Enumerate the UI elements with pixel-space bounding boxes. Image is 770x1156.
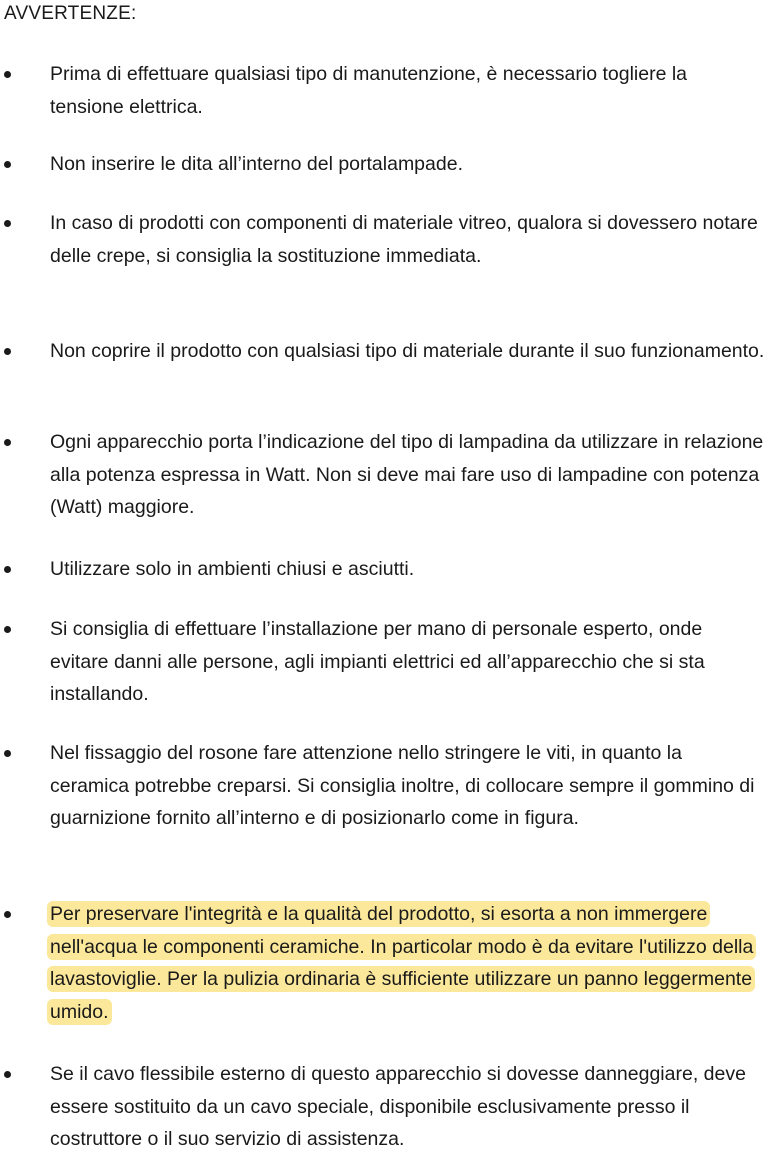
warning-text [50, 58, 766, 123]
warning-text-content: Non inserire le dita all’interno del portalampade. [50, 153, 463, 175]
bullet-icon [4, 161, 11, 168]
bullet-icon [4, 439, 11, 446]
warning-text [50, 737, 766, 835]
warning-text [50, 898, 766, 1028]
bullet-icon [4, 911, 11, 918]
warning-text [50, 207, 766, 272]
bullet-icon [4, 1071, 11, 1078]
warning-text [50, 335, 766, 368]
warning-text [50, 148, 766, 181]
bullet-icon [4, 348, 11, 355]
bullet-icon [4, 750, 11, 757]
page-title: AVVERTENZE: [4, 3, 137, 24]
warning-text-content: Utilizzare solo in ambienti chiusi e asciutti. [50, 558, 415, 580]
bullet-icon [4, 626, 11, 633]
warning-text-content: Se il cavo flessibile esterno di questo apparecchio si dovesse danneggiare, deve essere sostituito da un cavo speciale, disponibile esclusivamente presso il costruttore o il suo servizio di assistenza. [50, 1063, 746, 1150]
warning-text [50, 426, 766, 524]
bullet-icon [4, 566, 11, 573]
warning-text-content: In caso di prodotti con componenti di materiale vitreo, qualora si dovessero notare delle crepe, si consiglia la sostituzione immediata. [50, 212, 758, 267]
warning-text-content: Si consiglia di effettuare l’installazione per mano di personale esperto, onde evitare danni alle persone, agli impianti elettrici ed all’apparecchio che si sta installando. [50, 618, 705, 705]
bullet-icon [4, 71, 11, 78]
bullet-icon [4, 220, 11, 227]
warning-text [50, 553, 766, 586]
warning-text-content: Prima di effettuare qualsiasi tipo di manutenzione, è necessario togliere la tensione elettrica. [50, 63, 688, 118]
warning-text-content: Non coprire il prodotto con qualsiasi tipo di materiale durante il suo funzionamento. [50, 340, 765, 362]
highlighted-warning-text: Per preservare l'integrità e la qualità del prodotto, si esorta a non immergere nell'acqua le componenti ceramiche. In particolar modo è da evitare l'utilizzo della lavastoviglie. Per la pulizia ordinaria è sufficiente utilizzare un panno leggermente umido. [47, 901, 756, 1025]
warning-text-content: Ogni apparecchio porta l’indicazione del tipo di lampadina da utilizzare in relazione alla potenza espressa in Watt. Non si deve mai fare uso di lampadine con potenza (Watt) maggiore. [50, 431, 764, 518]
warning-text-content: Nel fissaggio del rosone fare attenzione nello stringere le viti, in quanto la ceramica potrebbe creparsi. Si consiglia inoltre, di collocare sempre il gommino di guarnizione fornito all’interno e di posizionarlo come in figura. [50, 742, 755, 829]
warning-text [50, 613, 766, 711]
warning-text [50, 1058, 766, 1156]
